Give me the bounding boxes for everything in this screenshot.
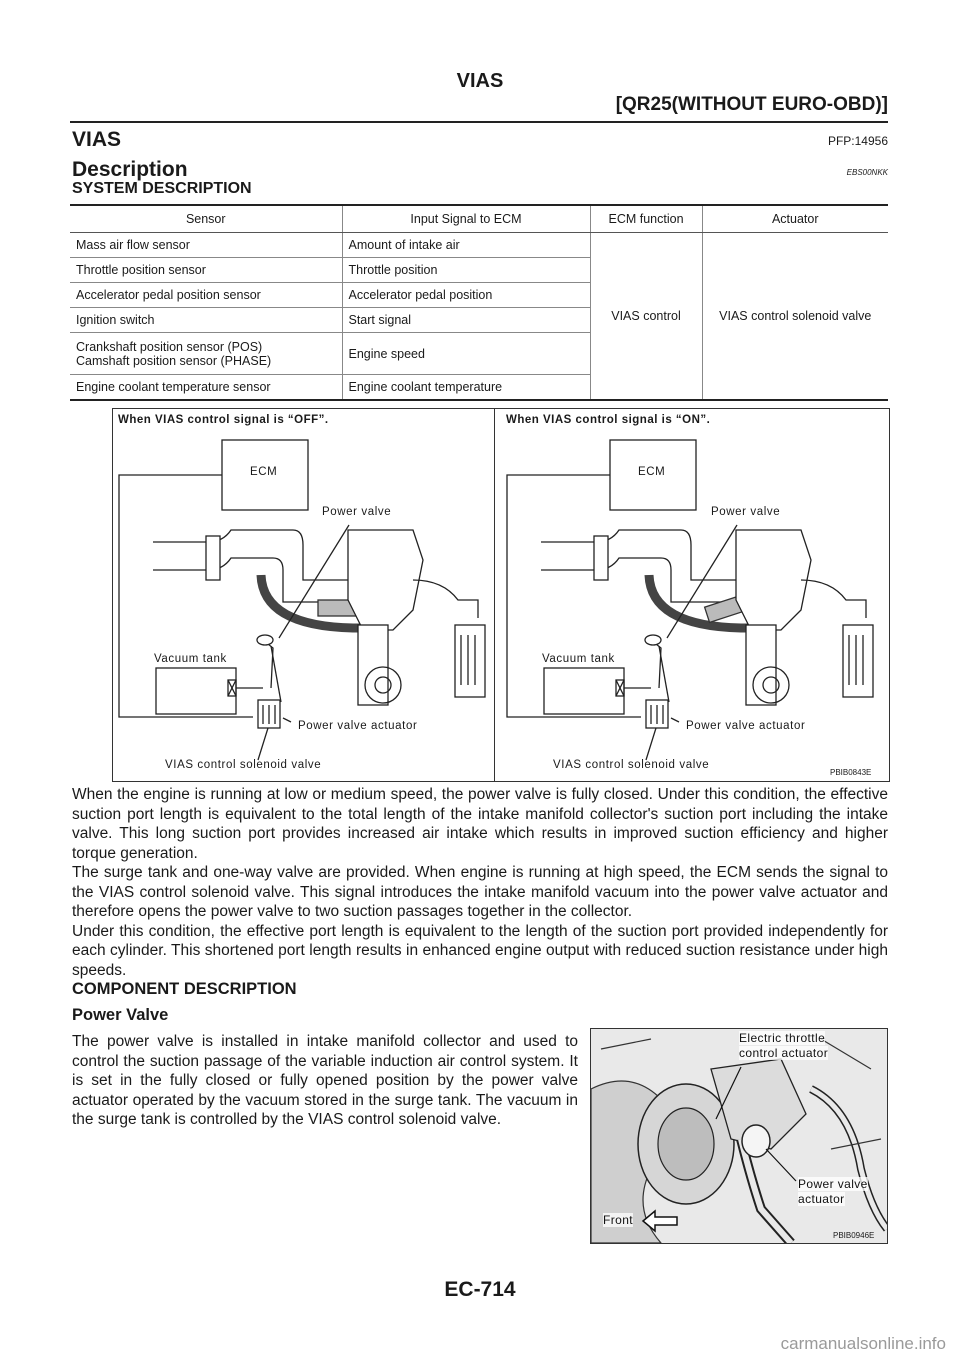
vias-solenoid-label: VIAS control solenoid valve: [553, 759, 710, 771]
sensor-line: Camshaft position sensor (PHASE): [76, 353, 272, 368]
part-number: PFP:14956: [827, 134, 888, 148]
document-code: EBS00NKK: [846, 168, 888, 177]
ecm-label: ECM: [638, 466, 666, 478]
sensor-cell: Mass air flow sensor: [70, 233, 342, 258]
component-description-heading: COMPONENT DESCRIPTION: [72, 980, 297, 998]
actuator-cell: VIAS control solenoid valve: [702, 233, 888, 401]
intake-duct: [153, 530, 353, 580]
vacuum-tank-label: Vacuum tank: [542, 653, 615, 665]
column-header: ECM function: [590, 205, 702, 233]
table-header-row: [70, 205, 888, 233]
power-valve-heading: Power Valve: [72, 1006, 169, 1024]
system-description-heading: SYSTEM DESCRIPTION: [72, 180, 252, 197]
paragraph: When the engine is running at low or medium speed, the power valve is fully closed. Under this condition, the effective suction port length is equivalent to the total length of the intake manifold collector's suction port including the intake valve. This long suction port provides increased air intake which results in improved suction efficiency and higher torque generation.: [72, 786, 888, 862]
paragraph: The surge tank and one-way valve are provided. When engine is running at high speed, the ECM sends the signal to the VIAS control solenoid valve. This signal introduces the intake manifold vacuum into the power valve actuator and therefore opens the power valve to two suction passages together in the collector.: [72, 864, 888, 920]
vacuum-tank-label: Vacuum tank: [154, 653, 227, 665]
sensor-cell: Engine coolant temperature sensor: [70, 375, 342, 401]
power-valve-actuator-label: Power valve actuator: [686, 720, 806, 732]
page-number: EC-714: [444, 1278, 516, 1301]
power-valve-label: Power valve: [322, 506, 392, 518]
header-divider: [70, 121, 888, 123]
signal-cell: Engine coolant temperature: [342, 375, 590, 401]
sensor-line: Crankshaft position sensor (POS): [76, 339, 263, 354]
front-label: Front: [603, 1213, 634, 1227]
engine-bay-photo: [590, 1028, 888, 1244]
photo-label-line: Power valve: [798, 1177, 868, 1191]
section-title: VIAS: [72, 128, 122, 151]
ecm-label: ECM: [250, 466, 278, 478]
figure-caption-off: When VIAS control signal is “OFF”.: [118, 414, 329, 426]
column-header: Input Signal to ECM: [342, 205, 590, 233]
power-valve-actuator-label: Power valve actuator: [298, 720, 418, 732]
system-description-table: [70, 204, 888, 401]
table-row: [70, 233, 888, 258]
page-header-title: VIAS: [456, 70, 504, 92]
sensor-cell: [70, 333, 342, 375]
vias-solenoid-label: VIAS control solenoid valve: [165, 759, 322, 771]
engine-head: [348, 530, 423, 630]
engine-bay-sketch: [591, 1029, 887, 1243]
engine-head: [736, 530, 811, 630]
signal-cell: Accelerator pedal position: [342, 283, 590, 308]
photo-code: PBIB0946E: [833, 1231, 875, 1240]
page-header-subtitle: [QR25(WITHOUT EURO-OBD)]: [615, 94, 888, 115]
column-header: Actuator: [702, 205, 888, 233]
photo-label-line: Electric throttle: [739, 1031, 826, 1045]
paragraph: Under this condition, the effective port length is equivalent to the length of the suction port provided independently for each cylinder. This shortened port length results in enhanced engine output with reduced suction resistance under high speeds.: [72, 922, 888, 979]
signal-cell: Amount of intake air: [342, 233, 590, 258]
power-valve-text: The power valve is installed in intake manifold collector and used to control the suction passage of the variable induction air control system. It is set in the fully closed or fully opened position by the power valve actuator operated by the vacuum stored in the surge tank. The vacuum in the surge tank is controlled by the VIAS control solenoid valve.: [72, 1033, 578, 1128]
photo-label-line: control actuator: [739, 1046, 829, 1060]
column-header: Sensor: [70, 205, 342, 233]
vacuum-tank: [156, 668, 236, 714]
photo-label-line: actuator: [798, 1192, 845, 1206]
intake-duct: [541, 530, 741, 580]
sensor-cell: Accelerator pedal position sensor: [70, 283, 342, 308]
signal-cell: Start signal: [342, 308, 590, 333]
signal-cell: Engine speed: [342, 333, 590, 375]
watermark: carmanualsonline.info: [780, 1334, 946, 1353]
figure-caption-on: When VIAS control signal is “ON”.: [506, 414, 711, 426]
body-text: [72, 785, 888, 980]
description-heading: Description: [72, 158, 188, 181]
ecm-function-cell: VIAS control: [590, 233, 702, 401]
sensor-cell: Throttle position sensor: [70, 258, 342, 283]
figure-code: PBIB0843E: [830, 768, 872, 777]
signal-cell: Throttle position: [342, 258, 590, 283]
power-valve-label: Power valve: [711, 506, 781, 518]
sensor-cell: Ignition switch: [70, 308, 342, 333]
vacuum-tank: [544, 668, 624, 714]
